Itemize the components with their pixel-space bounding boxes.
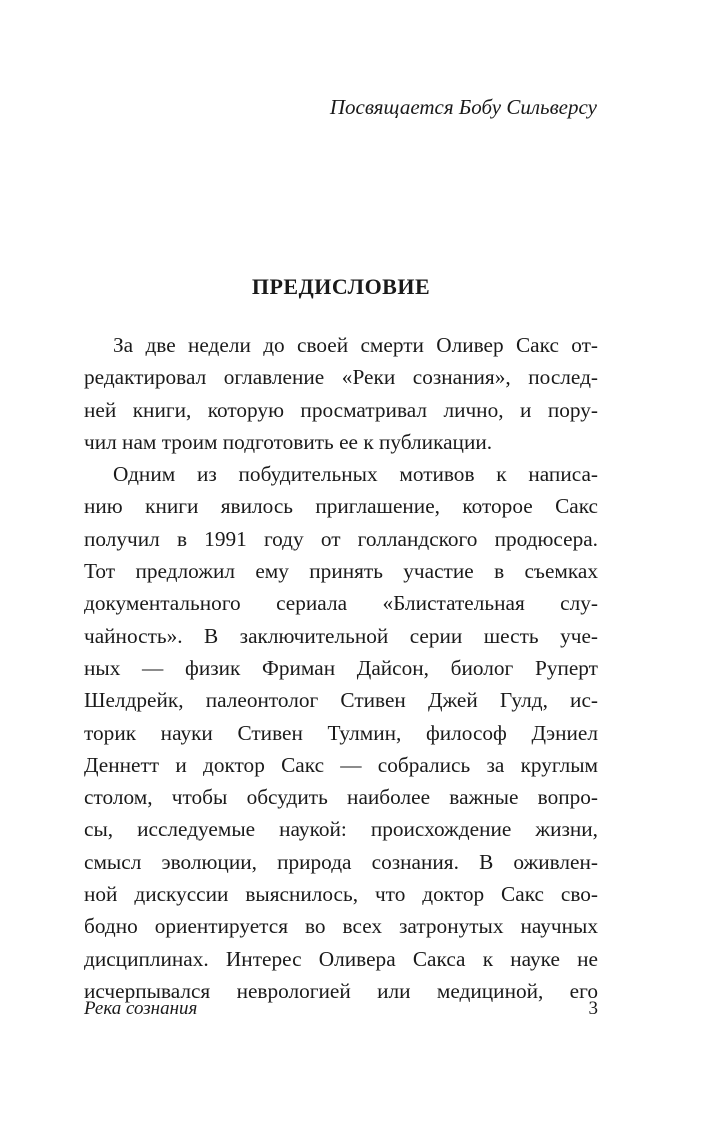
text-line: ней книги, которую просматривал лично, и пору- <box>84 397 598 422</box>
text-line: Тот предложил ему принять участие в съемках <box>84 559 598 584</box>
text-line: торик науки Стивен Тулмин, философ Дэниел <box>84 720 598 745</box>
text-line: сы, исследуемые наукой: происхождение жизни, <box>84 817 598 842</box>
text-line: Шелдрейк, палеонтолог Стивен Джей Гулд, ис- <box>84 688 598 713</box>
running-footer-title: Река сознания <box>84 998 198 1019</box>
text-line: получил в 1991 году от голландского продюсера. <box>84 526 598 551</box>
text-line: За две недели до своей смерти Оливер Сакс от- <box>113 333 598 357</box>
page-number: 3 <box>588 998 598 1019</box>
text-line: столом, чтобы обсудить наиболее важные вопро- <box>84 785 598 810</box>
text-line: бодно ориентируется во всех затронутых научных <box>84 914 598 939</box>
body-text <box>84 329 598 1007</box>
paragraph-2 <box>84 458 598 1007</box>
text-line: чил нам троим подготовить ее к публикации. <box>84 429 493 454</box>
text-line: чайность». В заключительной серии шесть уче- <box>84 623 598 648</box>
text-line: смысл эволюции, природа сознания. В оживлен- <box>84 849 598 874</box>
text-line: исчерпывался неврологией или медициной, его <box>84 978 598 1003</box>
text-line: ных — физик Фриман Дайсон, биолог Руперт <box>84 655 598 680</box>
paragraph-1 <box>84 329 598 458</box>
text-line: нию книги явилось приглашение, которое Сакс <box>84 494 598 519</box>
text-line: Деннетт и доктор Сакс — собрались за круглым <box>84 752 598 777</box>
text-line: редактировал оглавление «Реки сознания», послед- <box>84 365 598 390</box>
text-line: дисциплинах. Интерес Оливера Сакса к науке не <box>84 946 598 971</box>
text-line: документального сериала «Блистательная слу- <box>84 591 598 616</box>
chapter-heading: ПРЕДИСЛОВИЕ <box>251 274 431 299</box>
text-line: Одним из побудительных мотивов к написа- <box>113 462 598 487</box>
text-line: ной дискуссии выяснилось, что доктор Сакс сво- <box>84 882 598 907</box>
dedication: Посвящается Бобу Сильверсу <box>329 95 597 119</box>
